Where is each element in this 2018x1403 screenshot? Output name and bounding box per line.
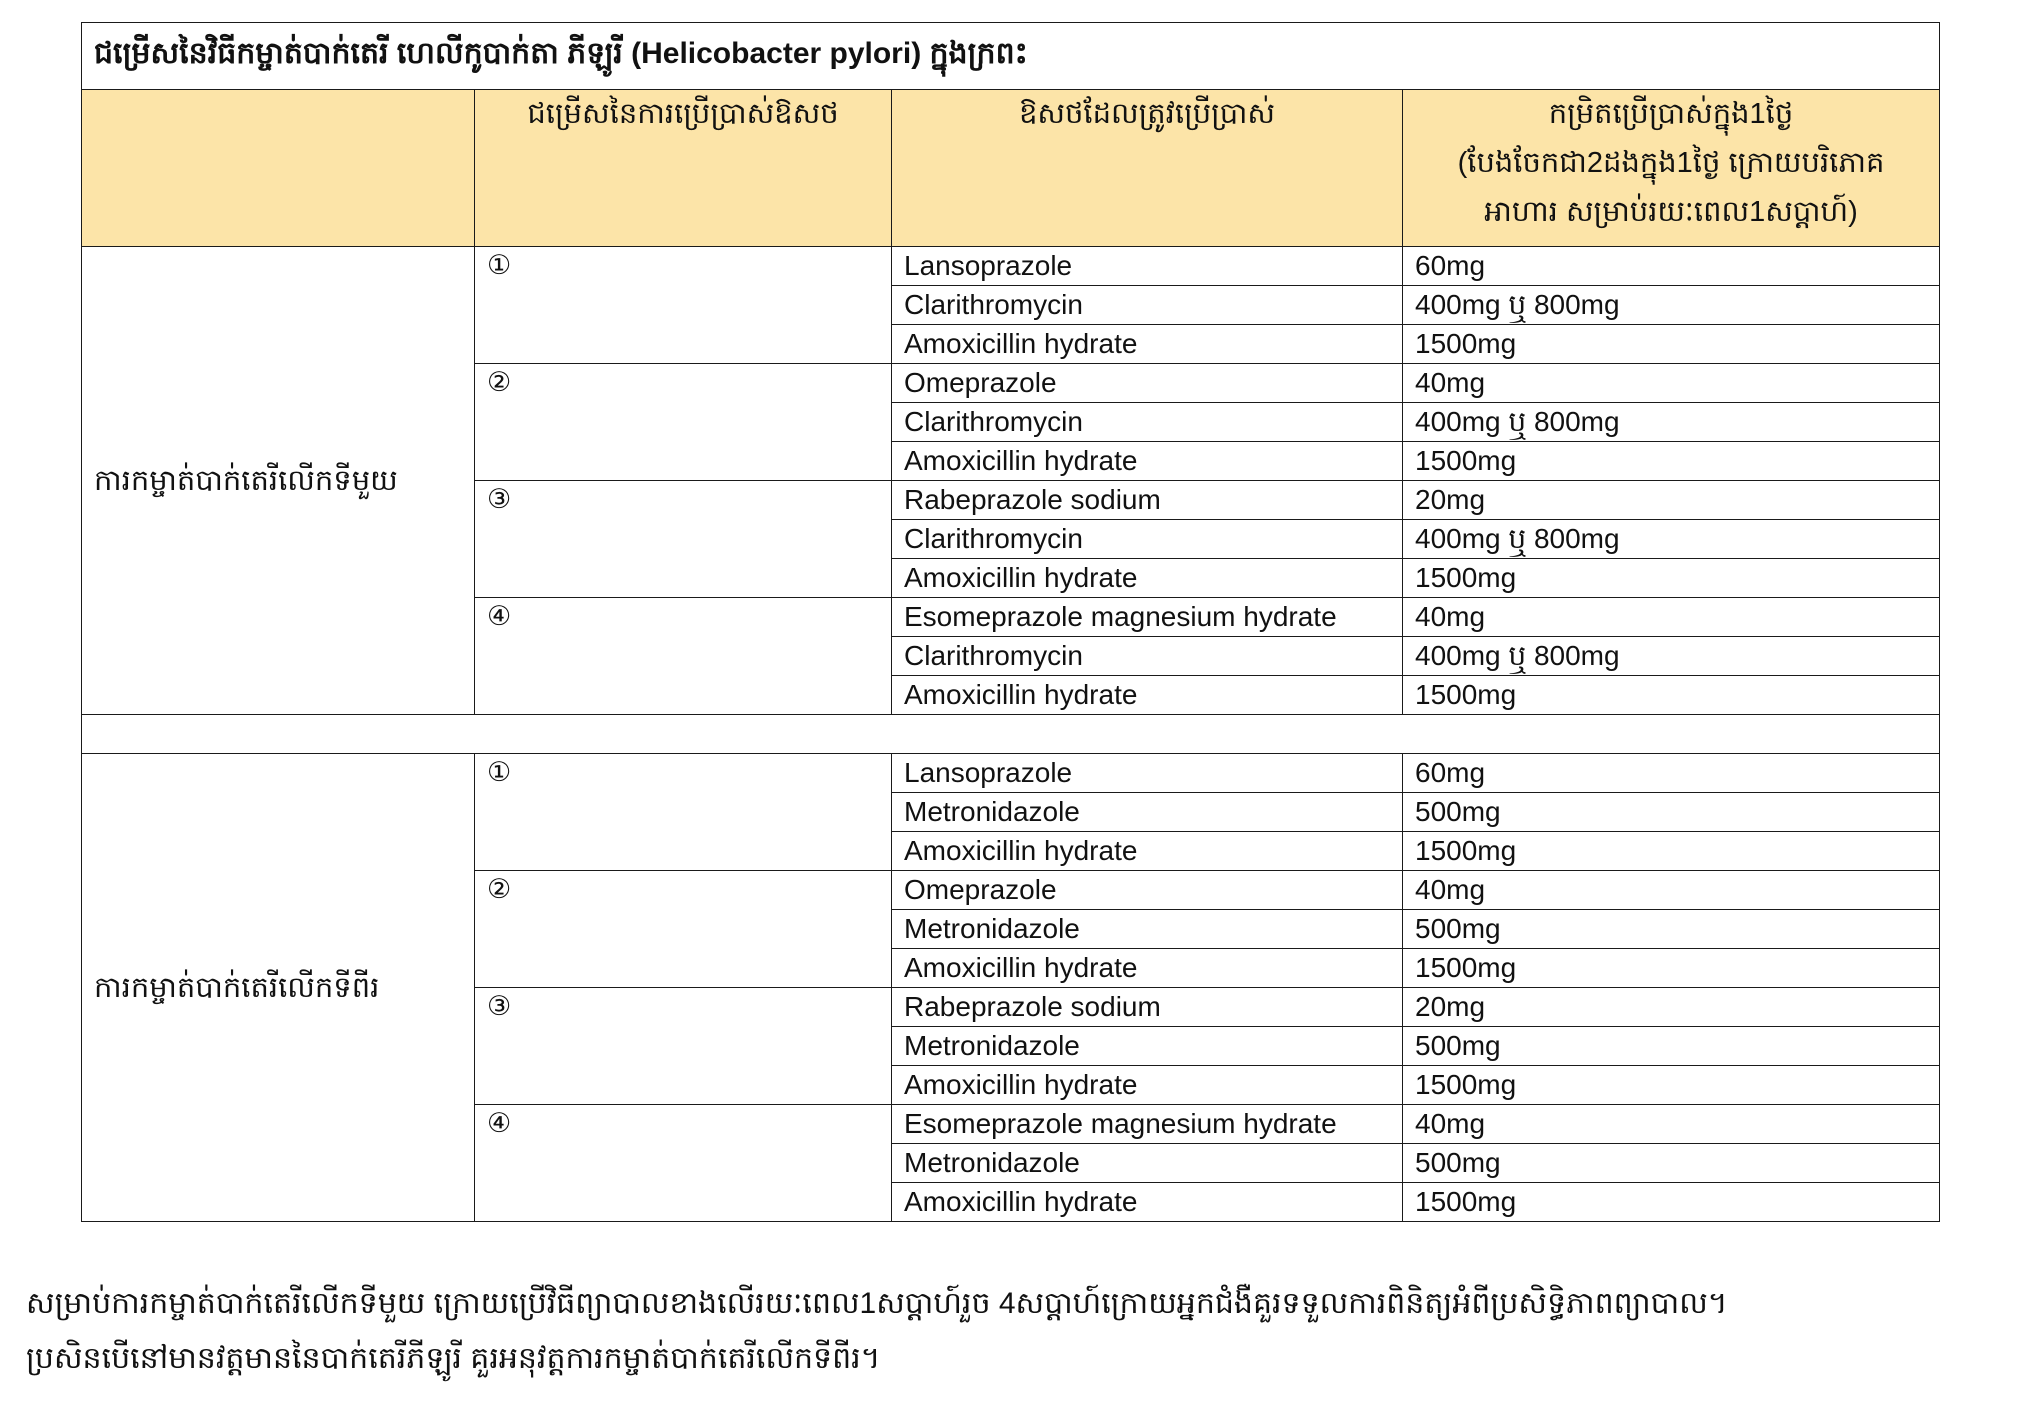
drug-dose: 1500mg [1403, 676, 1940, 715]
group-label: ការកម្ចាត់បាក់តេរីលើកទីពីរ [82, 754, 475, 1222]
drug-dose: 40mg [1403, 1105, 1940, 1144]
option-marker: ③ [487, 991, 512, 1022]
drug-name: Clarithromycin [892, 286, 1403, 325]
footnote-line: ប្រសិនបើនៅមានវត្តមាននៃបាក់តេរីភីឡូរី គួរអនុវត្តការកម្ចាត់បាក់តេរីលើកទីពីរ។ [26, 1342, 881, 1375]
drug-name: Lansoprazole [892, 247, 1403, 286]
table-row [82, 247, 1940, 286]
drug-name: Amoxicillin hydrate [892, 949, 1403, 988]
drug-dose: 40mg [1403, 871, 1940, 910]
drug-name: Amoxicillin hydrate [892, 442, 1403, 481]
drug-dose: 500mg [1403, 793, 1940, 832]
footnote [26, 1276, 2001, 1398]
separator-cell [82, 715, 1940, 754]
drug-name: Amoxicillin hydrate [892, 676, 1403, 715]
drug-name: Omeprazole [892, 364, 1403, 403]
header-option [475, 90, 892, 247]
drug-dose: 40mg [1403, 364, 1940, 403]
drug-name: Amoxicillin hydrate [892, 325, 1403, 364]
option-cell [475, 364, 892, 481]
option-cell [475, 754, 892, 871]
drug-name: Esomeprazole magnesium hydrate [892, 598, 1403, 637]
drug-name: Esomeprazole magnesium hydrate [892, 1105, 1403, 1144]
header-dose-line: (បែងចែកជា2ដងក្នុង1ថ្ងៃ ក្រោយបរិភោគ [1457, 147, 1885, 179]
drug-dose: 1500mg [1403, 325, 1940, 364]
regimen-table-body [82, 23, 1940, 1222]
drug-dose: 1500mg [1403, 832, 1940, 871]
drug-name: Rabeprazole sodium [892, 481, 1403, 520]
drug-dose: 500mg [1403, 1027, 1940, 1066]
group-label: ការកម្ចាត់បាក់តេរីលើកទីមួយ [82, 247, 475, 715]
drug-dose: 400mg ឬ 800mg [1403, 286, 1940, 325]
table-title: ជម្រើសនៃវិធីកម្ចាត់បាក់តេរី ហេលីកូបាក់តា ភីឡូរី (Helicobacter pylori) ក្នុងក្រពះ [82, 23, 1940, 90]
drug-dose: 1500mg [1403, 442, 1940, 481]
option-marker: ④ [487, 1108, 512, 1139]
drug-dose: 500mg [1403, 1144, 1940, 1183]
drug-dose: 40mg [1403, 598, 1940, 637]
drug-name: Metronidazole [892, 793, 1403, 832]
regimen-table [81, 22, 1940, 1222]
drug-dose: 20mg [1403, 988, 1940, 1027]
drug-name: Metronidazole [892, 1144, 1403, 1183]
separator-row [82, 715, 1940, 754]
option-marker: ② [487, 874, 512, 905]
option-marker: ① [487, 757, 512, 788]
header-dose-line: អាហារ សម្រាប់រយៈពេល1សប្តាហ៍) [1484, 196, 1858, 228]
drug-dose: 60mg [1403, 247, 1940, 286]
drug-dose: 1500mg [1403, 1066, 1940, 1105]
drug-name: Amoxicillin hydrate [892, 1066, 1403, 1105]
header-empty [82, 90, 475, 247]
header-option-label: ជម្រើសនៃការប្រើប្រាស់ឱសថ [527, 98, 839, 130]
drug-name: Amoxicillin hydrate [892, 1183, 1403, 1222]
drug-name: Clarithromycin [892, 637, 1403, 676]
option-cell [475, 1105, 892, 1222]
header-dose-line: កម្រិតប្រើប្រាស់ក្នុង1ថ្ងៃ [1548, 98, 1794, 130]
drug-dose: 1500mg [1403, 1183, 1940, 1222]
title-row [82, 23, 1940, 90]
drug-name: Omeprazole [892, 871, 1403, 910]
header-row [82, 90, 1940, 247]
header-drug-label: ឱសថដែលត្រូវប្រើប្រាស់ [1018, 98, 1275, 130]
drug-name: Lansoprazole [892, 754, 1403, 793]
drug-name: Metronidazole [892, 910, 1403, 949]
header-drug [892, 90, 1403, 247]
option-marker: ① [487, 250, 512, 281]
option-marker: ② [487, 367, 512, 398]
drug-dose: 20mg [1403, 481, 1940, 520]
drug-dose: 60mg [1403, 754, 1940, 793]
option-cell [475, 871, 892, 988]
drug-dose: 400mg ឬ 800mg [1403, 520, 1940, 559]
table-row [82, 754, 1940, 793]
drug-name: Clarithromycin [892, 520, 1403, 559]
footnote-line: សម្រាប់ការកម្ចាត់បាក់តេរីលើកទីមួយ ក្រោយប្រើវិធីព្យាបាលខាងលើរយៈពេល1សប្តាហ៍រួច 4សប្តាហ៍ក្រោយអ្នកជំងឺគួរទទួលការពិនិត្យអំពីប្រសិទ្ធិភាពព្យាបាល។ [26, 1287, 1728, 1320]
drug-dose: 400mg ឬ 800mg [1403, 637, 1940, 676]
option-marker: ④ [487, 601, 512, 632]
option-cell [475, 481, 892, 598]
option-cell [475, 247, 892, 364]
header-dose [1403, 90, 1940, 247]
drug-dose: 1500mg [1403, 949, 1940, 988]
drug-name: Clarithromycin [892, 403, 1403, 442]
drug-name: Metronidazole [892, 1027, 1403, 1066]
drug-name: Rabeprazole sodium [892, 988, 1403, 1027]
option-cell [475, 988, 892, 1105]
drug-dose: 1500mg [1403, 559, 1940, 598]
drug-dose: 400mg ឬ 800mg [1403, 403, 1940, 442]
drug-name: Amoxicillin hydrate [892, 832, 1403, 871]
option-cell [475, 598, 892, 715]
option-marker: ③ [487, 484, 512, 515]
drug-name: Amoxicillin hydrate [892, 559, 1403, 598]
drug-dose: 500mg [1403, 910, 1940, 949]
